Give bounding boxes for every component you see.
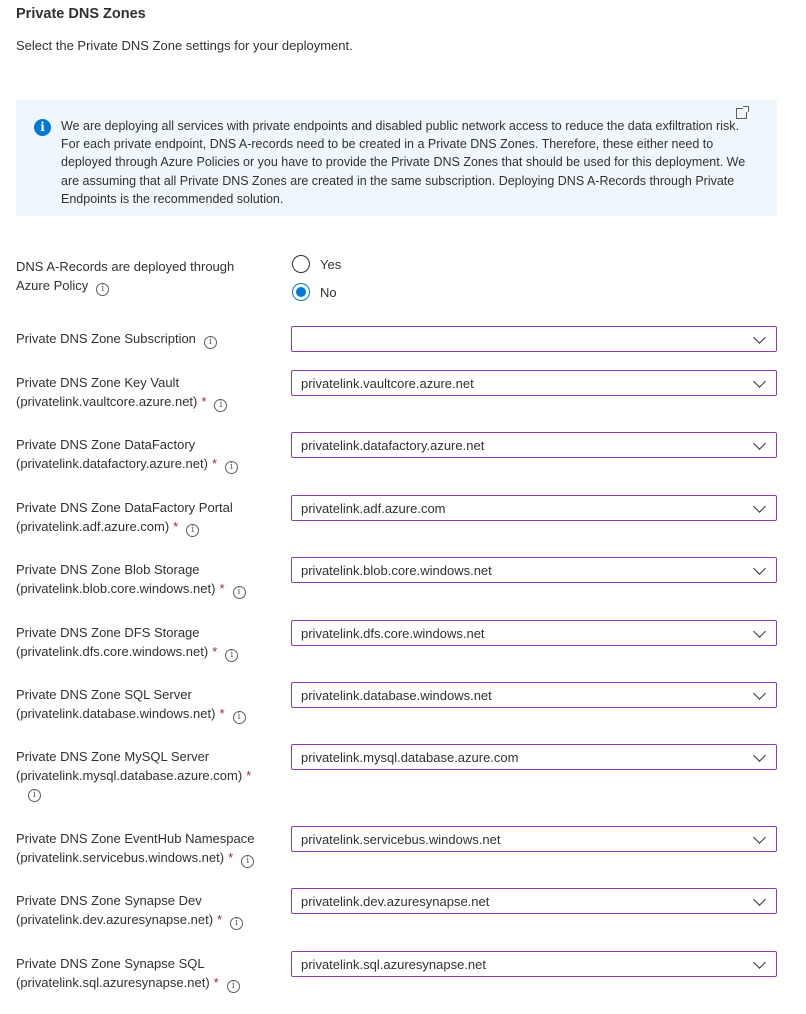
field-label-zone: (privatelink.vaultcore.azure.net): [16, 394, 198, 409]
field-label: [16, 373, 281, 412]
field-label-text: Private DNS Zone EventHub Namespace: [16, 831, 255, 846]
field-label: [16, 435, 281, 474]
chevron-down-icon: [753, 375, 766, 388]
dropdown-value: privatelink.database.windows.net: [301, 688, 492, 703]
chevron-down-icon: [753, 562, 766, 575]
dropdown-value: privatelink.servicebus.windows.net: [301, 832, 501, 847]
field-label-zone: (privatelink.dfs.core.windows.net): [16, 644, 209, 659]
info-tooltip-icon[interactable]: i: [241, 855, 254, 868]
info-tooltip-icon[interactable]: i: [233, 711, 246, 724]
field-label-text: Private DNS Zone Subscription: [16, 331, 196, 346]
radio-yes[interactable]: Yes: [292, 255, 341, 273]
field-label: [16, 623, 281, 662]
required-marker: *: [201, 394, 207, 409]
dns-zone-dropdown[interactable]: [291, 888, 777, 914]
required-marker: *: [246, 768, 252, 783]
chevron-down-icon: [753, 956, 766, 969]
dns-zone-dropdown[interactable]: [291, 744, 777, 770]
info-icon: i: [34, 119, 51, 136]
chevron-down-icon: [753, 831, 766, 844]
dns-zone-dropdown[interactable]: [291, 495, 777, 521]
chevron-down-icon: [753, 625, 766, 638]
dns-zone-dropdown[interactable]: [291, 951, 777, 977]
dns-zone-dropdown[interactable]: [291, 557, 777, 583]
radio-no[interactable]: No: [292, 283, 337, 301]
required-marker: *: [213, 975, 219, 990]
field-label-zone: (privatelink.sql.azuresynapse.net): [16, 975, 210, 990]
dns-zone-dropdown[interactable]: [291, 682, 777, 708]
field-label-zone: (privatelink.mysql.database.azure.com): [16, 768, 243, 783]
dropdown-value: privatelink.sql.azuresynapse.net: [301, 957, 486, 972]
field-label-text: Private DNS Zone Key Vault: [16, 375, 180, 390]
field-label: [16, 891, 281, 930]
info-tooltip-icon[interactable]: i: [214, 399, 227, 412]
field-label: [16, 329, 281, 349]
chevron-down-icon: [753, 893, 766, 906]
chevron-down-icon: [753, 749, 766, 762]
required-marker: *: [217, 912, 223, 927]
field-label-zone: (privatelink.blob.core.windows.net): [16, 581, 216, 596]
info-banner: [16, 100, 777, 216]
field-label-zone: (privatelink.servicebus.windows.net): [16, 850, 225, 865]
required-marker: *: [173, 519, 179, 534]
dns-zone-dropdown[interactable]: [291, 620, 777, 646]
dropdown-value: privatelink.dfs.core.windows.net: [301, 626, 485, 641]
info-tooltip-icon[interactable]: i: [96, 283, 109, 296]
field-label-text: Private DNS Zone SQL Server: [16, 687, 192, 702]
field-label-text: Private DNS Zone Synapse SQL: [16, 956, 205, 971]
info-tooltip-icon[interactable]: i: [225, 649, 238, 662]
field-label: [16, 747, 281, 802]
radio-button[interactable]: [292, 255, 310, 273]
info-tooltip-icon[interactable]: i: [227, 980, 240, 993]
dropdown-value: privatelink.dev.azuresynapse.net: [301, 894, 490, 909]
field-label: [16, 954, 281, 993]
field-label: [16, 498, 281, 537]
field-label-text: Private DNS Zone Synapse Dev: [16, 893, 202, 908]
required-marker: *: [211, 456, 218, 471]
info-tooltip-icon[interactable]: i: [28, 789, 41, 802]
field-label-text: Private DNS Zone DataFactory Portal: [16, 500, 233, 515]
info-tooltip-icon[interactable]: i: [204, 336, 217, 349]
info-tooltip-icon[interactable]: i: [233, 586, 246, 599]
dns-zone-dropdown[interactable]: [291, 370, 777, 396]
field-label-zone: (privatelink.dev.azuresynapse.net): [16, 912, 214, 927]
dns-zone-dropdown[interactable]: [291, 432, 777, 458]
info-tooltip-icon[interactable]: i: [225, 461, 238, 474]
chevron-down-icon: [753, 331, 766, 344]
field-label-zone: (privatelink.datafactory.azure.net): [16, 456, 208, 471]
dns-zone-dropdown[interactable]: [291, 826, 777, 852]
radio-button-selected[interactable]: [292, 283, 310, 301]
field-label: [16, 829, 281, 868]
dns-zone-dropdown[interactable]: [291, 326, 777, 352]
field-label-zone: (privatelink.database.windows.net): [16, 706, 216, 721]
required-marker: *: [219, 581, 225, 596]
field-label: [16, 685, 281, 724]
chevron-down-icon: [753, 437, 766, 450]
page-subtitle: Select the Private DNS Zone settings for your deployment.: [16, 38, 353, 53]
chevron-down-icon: [753, 500, 766, 513]
info-text: We are deploying all services with private endpoints and disabled public network access to reduce the data exfiltration risk. For each private endpoint, DNS A-records need to be created in a Private DNS Zones. Therefore, these either need to deployed through Azure Policies or you have to provide the Private DNS Zones that should be used for this deployment. We are assuming that all Private DNS Zones are created in the same subscription. Deploying DNS A-Records through Private Endpoints is the recommended solution.: [61, 119, 746, 206]
dropdown-value: privatelink.vaultcore.azure.net: [301, 376, 474, 391]
info-tooltip-icon[interactable]: i: [186, 524, 199, 537]
dropdown-value: privatelink.datafactory.azure.net: [301, 438, 485, 453]
field-label-text: Private DNS Zone DataFactory: [16, 437, 196, 452]
policy-label: DNS A-Records are deployed through Azure Policy i: [16, 259, 235, 294]
info-tooltip-icon[interactable]: i: [230, 917, 243, 930]
required-marker: *: [228, 850, 234, 865]
required-marker: *: [212, 644, 218, 659]
page-title: Private DNS Zones: [16, 6, 146, 22]
required-marker: *: [219, 706, 225, 721]
field-label-text: Private DNS Zone Blob Storage: [16, 562, 200, 577]
dropdown-value: privatelink.mysql.database.azure.com: [301, 750, 519, 765]
field-label-text: Private DNS Zone MySQL Server: [16, 749, 210, 764]
field-label-zone: (privatelink.adf.azure.com): [16, 519, 170, 534]
dropdown-value: privatelink.blob.core.windows.net: [301, 563, 492, 578]
dropdown-value: privatelink.adf.azure.com: [301, 501, 446, 516]
chevron-down-icon: [753, 687, 766, 700]
field-label-text: Private DNS Zone DFS Storage: [16, 625, 200, 640]
field-label: [16, 560, 281, 599]
